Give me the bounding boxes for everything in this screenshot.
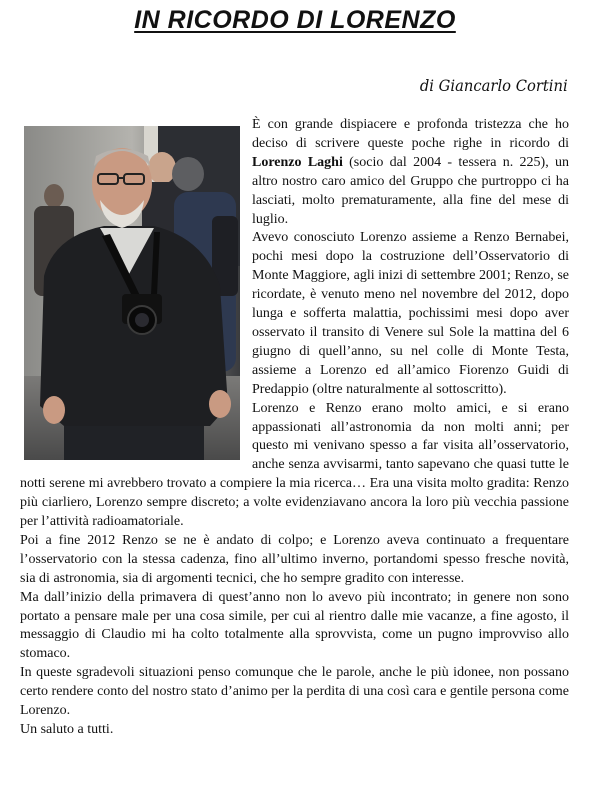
person-name: Lorenzo Laghi [252,154,343,170]
paragraph-2: Avevo conosciuto Lorenzo assieme a Renzo Bernabei, pochi mesi dopo la costruzione dell’Osservatorio di Monte Maggiore, agli inizi di settembre 2001; Renzo, se ricordate, è venuto meno nel novembre del 2012, dopo lunga e sofferta malattia, pochissimi mesi dopo aver osservato il transito di Venere sul Sole la mattina del 6 giugno di quell’anno, su nel colle di Monte Testa, assieme a Lorenzo ed all’amico Fiorenzo Guidi di Predappio (oltre naturalmente al sottoscritto). [252,230,569,397]
paragraph-1-text: È con grande dispiacere e profonda tristezza che ho deciso di scrivere queste poche righe in ricordo di [252,117,569,151]
paragraph-5: Ma dall’inizio della primavera di quest’anno non lo avevo più incontrato; in genere non sono portato a pensare male per una cosa simile, per cui al rientro dalle mie vacanze, a fine agosto, il messaggio di Claudio mi ha colto totalmente alla sprovvista, come un pugno improvviso allo stomaco. [20,589,569,662]
paragraph-1-text-end: (socio dal 2004 - tessera n. 225), un altro nostro caro amico del Gruppo che purtroppo ci ha lasciati, molto prematuramente, alla fine del mese di luglio. [252,154,570,227]
paragraph-3: Lorenzo e Renzo erano molto amici, e si erano appassionati all’astronomia da non molti anni; per questo mi venivano spesso a far visita all’osservatorio, anche senza avvisarmi, tanto sapevano che quasi tutte le notti serene mi avrebbero trovato a compiere la mia ricerca… Era una visita molto gradita: Renzo più ciarliero, Lorenzo sempre discreto; a volte evidenziavano ancora la loro più vecchia passione per l’attività radioamatoriale. [20,400,569,530]
author-byline: di Giancarlo Cortini [420,76,568,95]
paragraph-4: Poi a fine 2012 Renzo se ne è andato di colpo; e Lorenzo aveva continuato a frequentare l’osservatorio con la stessa cadenza, fino all’ultimo inverno, portandomi spesso fresche novità, sia di astronomia, sia di argomenti tecnici, che ho sempre gradito con interesse. [20,532,569,586]
photo-text-wrap-spacer [20,116,252,459]
paragraph-7: Un saluto a tutti. [20,722,114,737]
article-title: IN RICORDO DI LORENZO [134,6,456,34]
paragraph-6: In queste sgradevoli situazioni penso comunque che le parole, anche le più idonee, non possano certo rendere conto del nostro stato d’animo per la perdita di una così cara e gentile persona come Lorenzo. [20,665,569,719]
article-body [20,116,569,740]
